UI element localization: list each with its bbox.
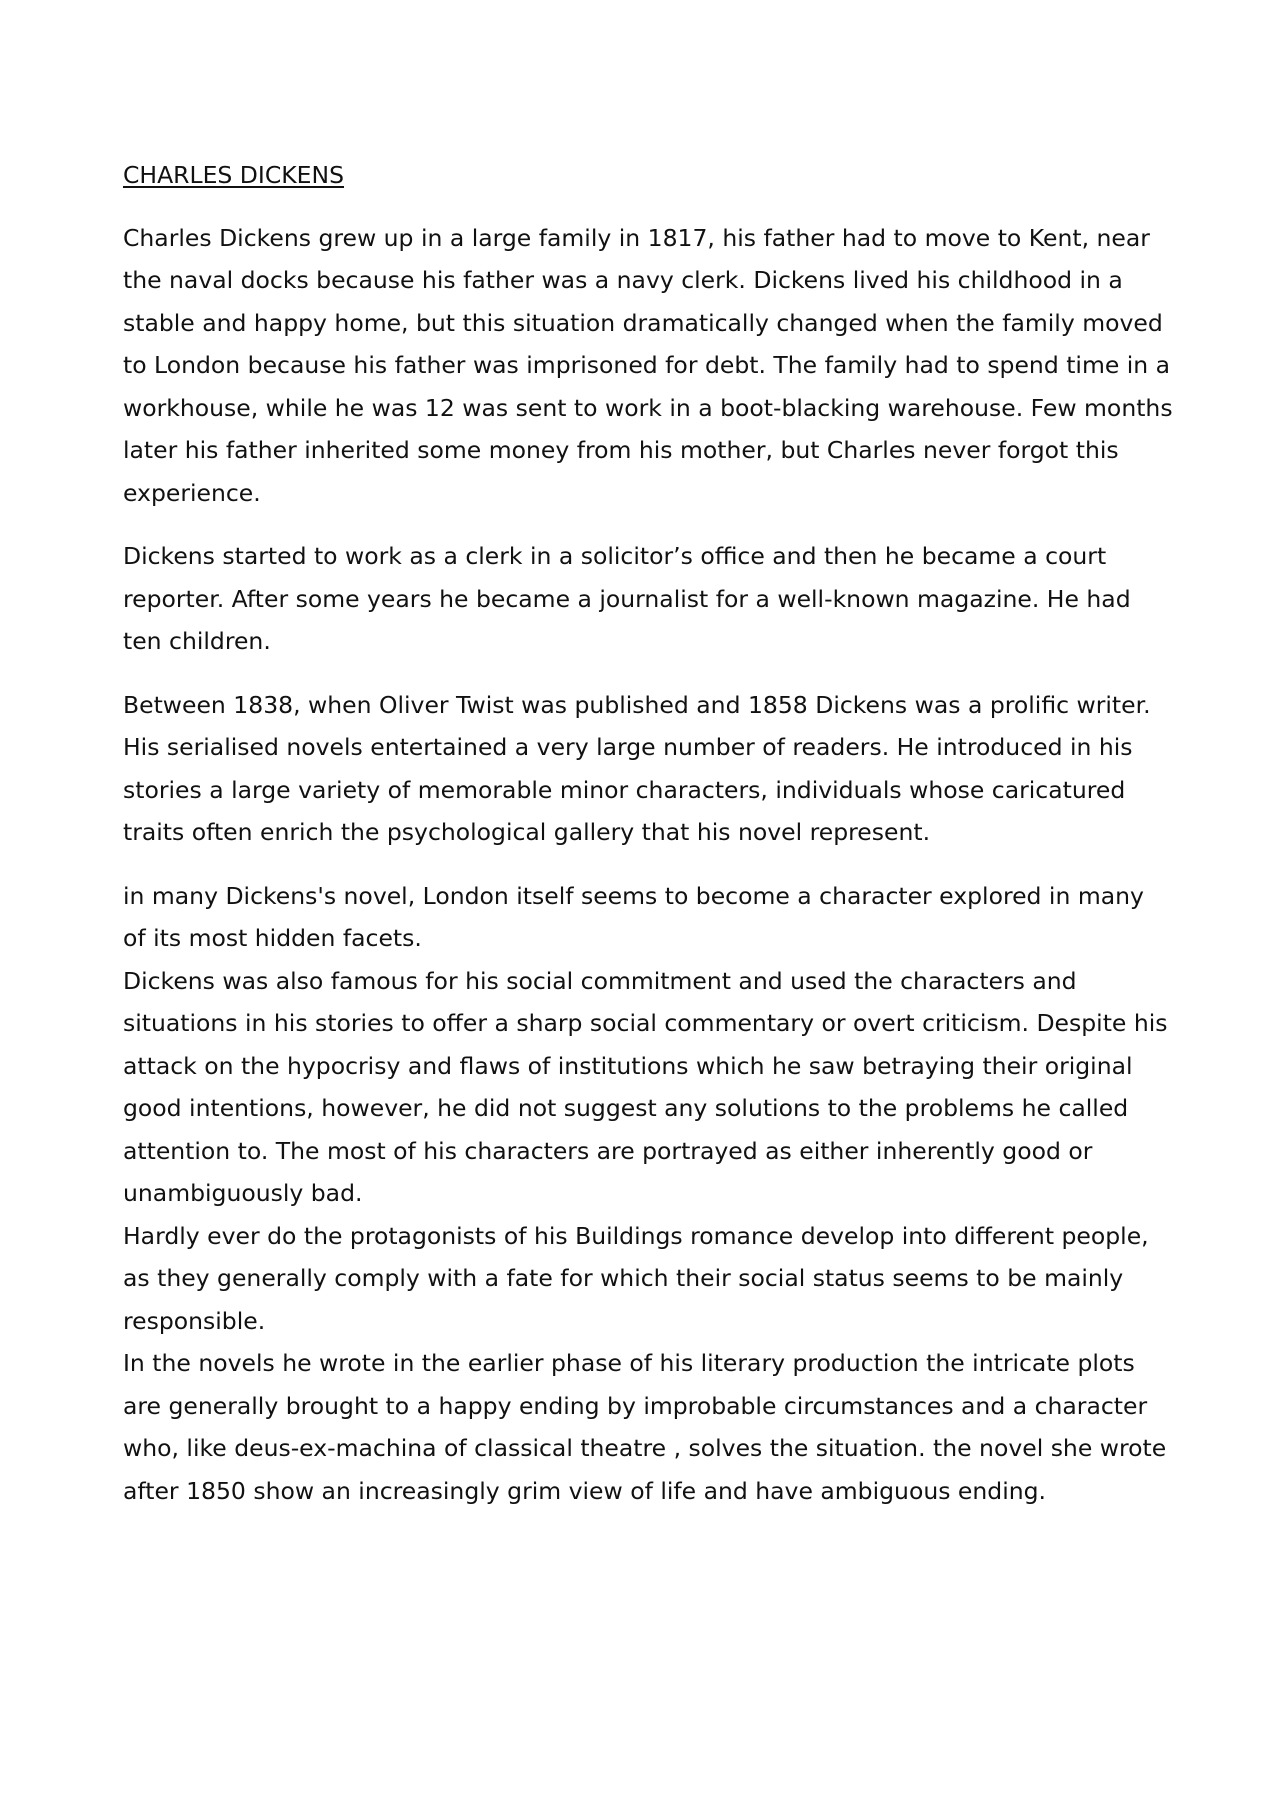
paragraph-social-commitment: Dickens was also famous for his social commitment and used the characters and situations in his stories to offer a sharp social commentary or overt criticism. Despite his attack on the hypocrisy and flaws of institutions which he saw betraying their original good intentions, however, he did not suggest any solutions to the problems he called attention to. The most of his characters are portrayed as either inherently good or unambiguously bad. <box>123 966 1168 1207</box>
paragraph-protagonists: Hardly ever do the protagonists of his Buildings romance develop into different people, as they generally comply with a fate for which their social status seems to be mainly responsible. <box>123 1221 1149 1335</box>
paragraph-career: Dickens started to work as a clerk in a solicitor’s office and then he became a court reporter. After some years he became a journalist for a well-known magazine. He had ten children. <box>123 542 1131 655</box>
paragraph-early-life: Charles Dickens grew up in a large family in 1817, his father had to move to Kent, near the naval docks because his father was a navy clerk. Dickens lived his childhood in a stable and happy home, but this situation dramatically changed when the family moved to London because his father was imprisoned for debt. The family had to spend time in a workhouse, while he was 12 was sent to work in a boot-blacking warehouse. Few months later his father inherited some money from his mother, but Charles never forgot this experience. <box>123 223 1173 507</box>
document-body <box>123 154 1173 1512</box>
paragraph-later-novels: In the novels he wrote in the earlier phase of his literary production the intricate plots are generally brought to a happy ending by improbable circumstances and a character who, like deus-ex-machina of classical theatre , solves the situation. the novel she wrote after 1850 show an increasingly grim view of life and have ambiguous ending. <box>123 1349 1167 1505</box>
paragraph-novels: Between 1838, when Oliver Twist was published and 1858 Dickens was a prolific writer. His serialised novels entertained a very large number of readers. He introduced in his stories a large variety of memorable minor characters, individuals whose caricatured traits often enrich the psychological gallery that his novel represent. <box>123 690 1151 846</box>
paragraph-london: in many Dickens's novel, London itself seems to become a character explored in many of its most hidden facets. <box>123 881 1144 952</box>
document-title: CHARLES DICKENS <box>123 161 345 189</box>
